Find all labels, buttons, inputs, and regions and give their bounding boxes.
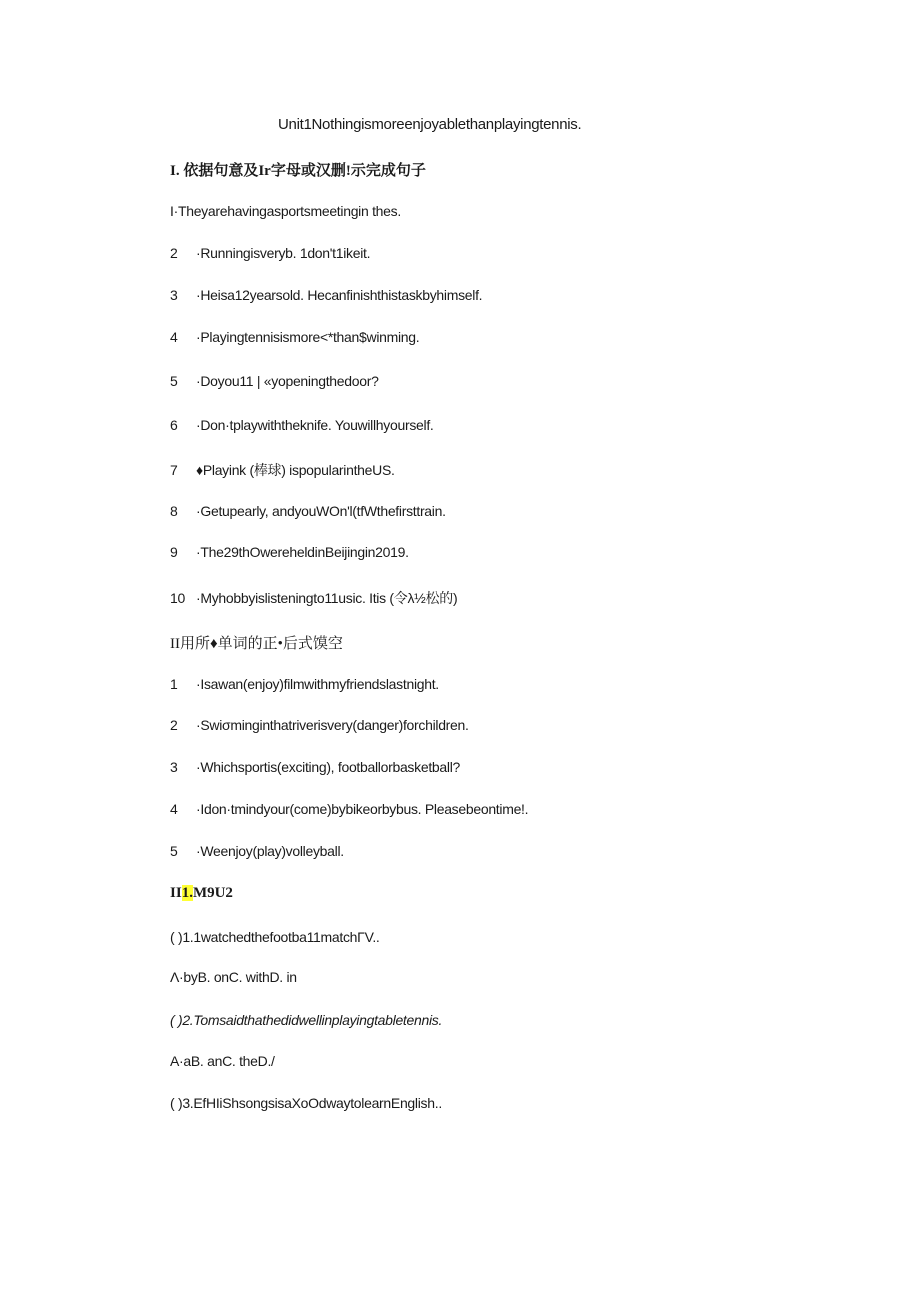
s2-item-2-num: 2: [170, 717, 178, 733]
s1-item-8-num: 8: [170, 503, 178, 519]
section-3-heading-suffix: M9U2: [192, 885, 233, 901]
section-3-heading: [170, 885, 233, 902]
s1-item-2-num: 2: [170, 245, 178, 261]
s1-item-10-text: ·Myhobbyislisteningto11usic. Itis (令λ½松的): [196, 590, 458, 606]
s2-item-1: [170, 676, 439, 692]
s2-item-2: [170, 717, 469, 733]
s1-item-9-num: 9: [170, 544, 178, 560]
s2-item-5-text: ·Weenjoy(play)volleyball.: [196, 843, 344, 859]
section-1-heading: I. 依据句意及Ir字母或汉删!示完成句子: [170, 163, 426, 179]
s1-item-9-text: ·The29thOwereheldinBeijingin2019.: [196, 544, 409, 560]
section-2-heading: II用所♦单词的正•后式馍空: [170, 636, 343, 652]
s1-item-1-text: I·Theyarehavingasportsmeetingin thes.: [170, 203, 401, 219]
s2-item-3: [170, 759, 460, 775]
s3-question-1-options: Λ·byB. onC. withD. in: [170, 969, 297, 985]
s1-item-2-text: ·Runningisveryb. 1don't1ikeit.: [196, 245, 371, 261]
s2-item-3-text: ·Whichsportis(exciting), footballorbasketball?: [196, 759, 460, 775]
s1-item-5-text: ·Doyou11 | «yopeningthedoor?: [196, 373, 379, 389]
s1-item-1: [170, 203, 401, 219]
s2-item-4: [170, 801, 528, 817]
s3-question-2-options: A·aB. anC. theD./: [170, 1053, 275, 1069]
s1-item-5-num: 5: [170, 373, 178, 389]
s1-item-4-num: 4: [170, 329, 178, 345]
s2-item-5: [170, 843, 344, 859]
s1-item-9: [170, 544, 409, 560]
s3-question-1: ( )1.1watchedthefootba11matchΓV..: [170, 929, 380, 945]
s2-item-5-num: 5: [170, 843, 178, 859]
s2-item-4-num: 4: [170, 801, 178, 817]
s2-item-4-text: ·Idon·tmindyour(come)bybikeorbybus. Pleasebeontime!.: [196, 801, 529, 817]
s1-item-10-num: 10: [170, 590, 185, 606]
s1-item-5: [170, 373, 379, 389]
s1-item-8: [170, 503, 446, 519]
s1-item-10: [170, 588, 457, 608]
s1-item-8-text: ·Getupearly, andyouWOn'l(tfWthefirsttrain.: [196, 503, 446, 519]
s1-item-7-num: 7: [170, 462, 178, 478]
s1-item-6-num: 6: [170, 417, 178, 433]
s1-item-4-text: ·Playingtennisismore<*than$winming.: [196, 329, 420, 345]
s1-item-3: [170, 287, 482, 303]
s1-item-7: [170, 460, 395, 480]
section-3-heading-prefix: II: [170, 885, 182, 901]
s1-item-3-text: ·Heisa12yearsold. Hecanfinishthistaskbyhimself.: [196, 287, 483, 303]
s2-item-1-text: ·Isawan(enjoy)filmwithmyfriendslastnight.: [196, 676, 439, 692]
s2-item-2-text: ·Swiσminginthatriverisvery(danger)forchildren.: [196, 717, 469, 733]
s1-item-3-num: 3: [170, 287, 178, 303]
s1-item-7-text: ♦Playink (棒球) ispopularintheUS.: [196, 462, 395, 478]
s3-question-2: ( )2.Tomsaidthathedidwellinplayingtabletennis.: [170, 1012, 443, 1028]
s1-item-4: [170, 329, 419, 345]
page-title: Unit1Nothingismoreenjoyablethanplayingtennis.: [278, 116, 582, 133]
s2-item-1-num: 1: [170, 676, 178, 692]
s1-item-6: [170, 417, 434, 433]
s2-item-3-num: 3: [170, 759, 178, 775]
section-3-heading-highlight: 1.: [181, 885, 193, 901]
s1-item-6-text: ·Don·tplaywiththeknife. Youwillhyourself.: [196, 417, 434, 433]
s1-item-2: [170, 245, 370, 261]
s3-question-3: ( )3.EfHIiShsongsisaXoOdwaytolearnEnglish..: [170, 1095, 442, 1111]
